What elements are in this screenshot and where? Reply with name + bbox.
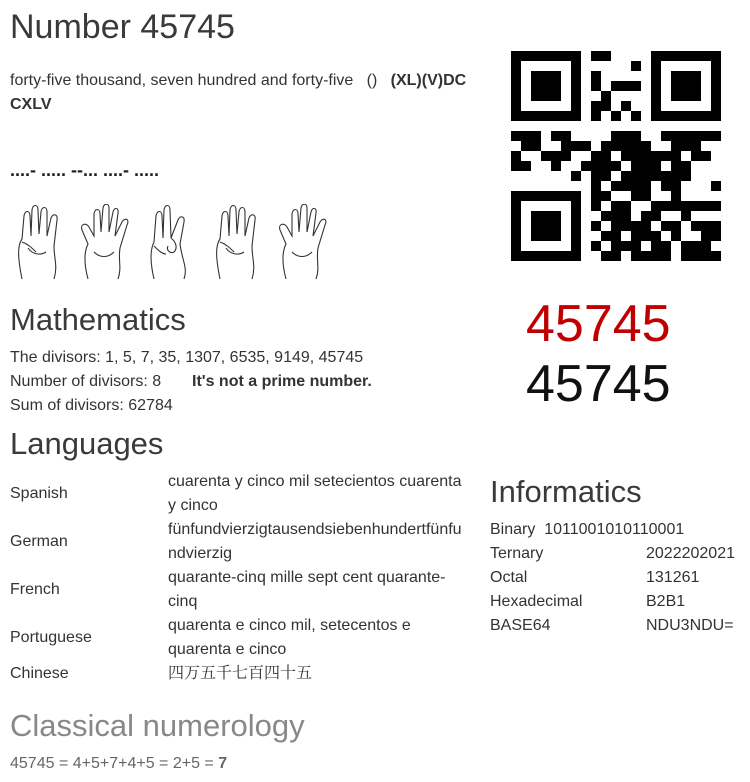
language-value — [168, 518, 470, 566]
language-value-line: quarenta e cinco mil, setecentos e — [168, 617, 411, 634]
language-value-line: cuarenta y cinco mil setecientos cuarenta — [168, 473, 462, 490]
language-value — [168, 662, 470, 686]
language-value — [168, 470, 470, 518]
morse-code: ....- ..... --... ....- ..... — [10, 160, 160, 180]
mathematics-heading: Mathematics — [10, 302, 186, 337]
info-row — [490, 614, 735, 638]
numerology-equation: 45745 = 4+5+7+4+5 = 2+5 = — [10, 755, 214, 772]
language-row — [10, 566, 470, 614]
page-title: Number 45745 — [10, 8, 235, 46]
informatics-row-binary — [490, 518, 684, 542]
language-row — [10, 470, 470, 518]
divisors-text: The divisors: 1, 5, 7, 35, 1307, 6535, 9149, 45745 — [10, 349, 364, 366]
informatics-heading: Informatics — [490, 474, 642, 509]
info-key: Binary — [490, 521, 536, 538]
numerology-heading: Classical numerology — [10, 708, 305, 743]
prime-status: It's not a prime number. — [192, 373, 372, 390]
colored-number: 45745 — [526, 295, 671, 353]
info-value: 2022202021 — [646, 545, 735, 562]
parens: () — [366, 72, 378, 89]
info-value: NDU3NDU= — [646, 617, 734, 634]
hand-sign-digits-icon — [12, 204, 342, 282]
numerology-result: 7 — [218, 755, 228, 772]
language-name: French — [10, 581, 60, 598]
num-divisors-text: Number of divisors: 8 — [10, 373, 162, 390]
language-row — [10, 662, 470, 686]
info-value: 131261 — [646, 569, 700, 586]
language-name: German — [10, 533, 68, 550]
info-row — [490, 590, 735, 614]
info-key: Hexadecimal — [490, 593, 583, 610]
numerology-equation-line — [10, 752, 227, 776]
qr-code-icon — [511, 51, 721, 261]
language-name: Portuguese — [10, 629, 92, 646]
informatics-table — [490, 542, 735, 638]
info-value: 1011001010110001 — [544, 521, 685, 538]
language-value-line: ndvierzig — [168, 545, 233, 562]
language-value — [168, 566, 470, 614]
language-value-line: quarante-cinq mille sept cent quarante- — [168, 569, 446, 586]
languages-table — [10, 470, 470, 686]
info-row — [490, 542, 735, 566]
info-row — [490, 566, 735, 590]
number-words: forty-five thousand, seven hundred and forty-five — [10, 72, 354, 89]
info-value: B2B1 — [646, 593, 686, 610]
language-row — [10, 518, 470, 566]
languages-heading: Languages — [10, 426, 164, 461]
language-name: Spanish — [10, 485, 68, 502]
language-value-line: fünfundvierzigtausendsiebenhundertfünfu — [168, 521, 462, 538]
language-value-line: y cinco — [168, 497, 218, 514]
info-key: BASE64 — [490, 617, 551, 634]
sum-divisors-text: Sum of divisors: 62784 — [10, 397, 173, 414]
language-value-line: quarenta e cinco — [168, 641, 287, 658]
plain-number: 45745 — [526, 355, 671, 413]
language-value-line: 四万五千七百四十五 — [168, 665, 313, 682]
language-row — [10, 614, 470, 662]
info-key: Octal — [490, 569, 528, 586]
number-words-line — [10, 69, 480, 117]
language-value — [168, 614, 470, 662]
info-key: Ternary — [490, 545, 544, 562]
language-value-line: cinq — [168, 593, 198, 610]
roman-numeral: (XL)(V)DC CXLV — [10, 72, 467, 113]
language-name: Chinese — [10, 665, 69, 682]
